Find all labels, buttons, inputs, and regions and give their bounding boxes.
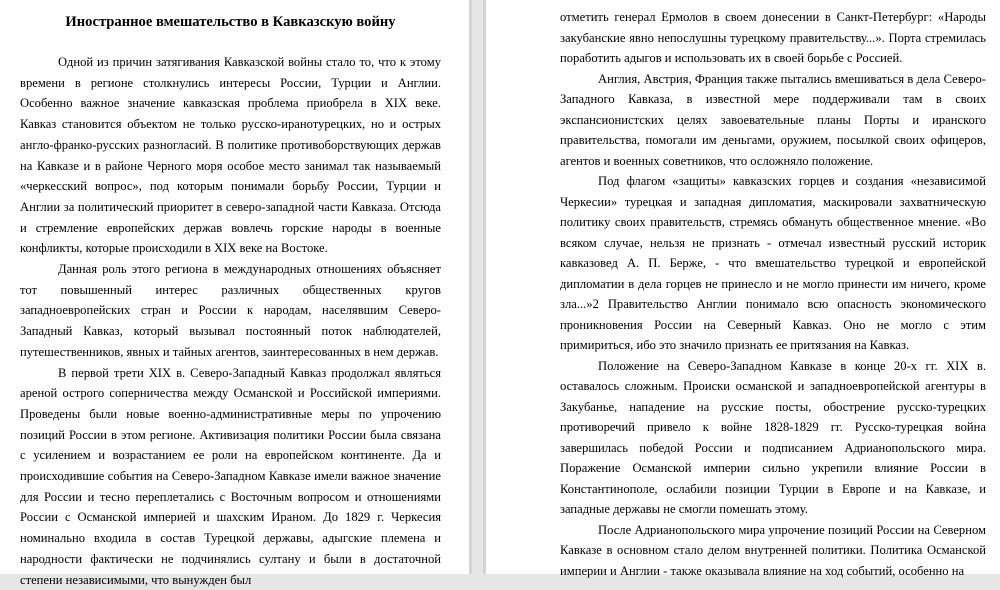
paragraph-continuation: отметить генерал Ермолов в своем донесении в Санкт-Петербург: «Народы закубанские явно непослушны турецкому правительству...». Порта стремилась поработить адыгов и использовать их в своей борьбе с Россией.: [560, 10, 986, 65]
document-page-left: [0, 0, 469, 587]
document-page-right: [486, 0, 1000, 578]
paragraph: Под флагом «защиты» кавказских горцев и создания «независимой Черкесии» турецкая и западная дипломатия, маскировали захватническую политику своих правительств, стремясь обмануть общественное мнение. «Во всяком случае, нельзя не признать - отмечал известный русский историк кавказовед А. П. Берже, - что вмешательство турецкой и европейской дипломатии в дела горцев не принесло и не могло принести им ничего, кроме зла...»2 Правительство Англии понимало всю опасность экономического проникновения России на Северный Кавказ. Оно не могло с этим примириться, ибо это значило признать ее притязания на Кавказ.: [560, 174, 986, 352]
paragraph: Данная роль этого региона в международных отношениях объясняет тот повышенный интерес различных общественных кругов западноевропейских стран и России к народам, населявшим Северо-Западный Кавказ, который вызывал постоянный поток наблюдателей, путешественников, явных и тайных агентов, заинтересованных в нем держав.: [20, 262, 441, 359]
page-title: Иностранное вмешательство в Кавказскую войну: [65, 14, 396, 30]
paragraph: Англия, Австрия, Франция также пытались вмешиваться в дела Северо-Западного Кавказа, в известной мере поддерживали там в своих экспансионистских целях завоевательные планы Порты и иранского правительства, помогали им деньгами, оружием, посылкой своих офицеров, агентов и военных советников, что осложняло положение.: [560, 71, 986, 168]
paragraph: В первой трети XIX в. Северо-Западный Кавказ продолжал являться ареной острого соперничества между Османской и Российской империями. Проведены были новые военно-административные меры по упрочению позиций России в этом регионе. Активизация политики России была связана с усилением и возрастанием ее роли на европейском континенте. Да и происходившие события на Северо-Западном Кавказе имели важное значение для России и тесно переплетались с Восточным вопросом и отношениями России с Османской империей и шахским Ираном. До 1829 г. Черкесия номинально входила в состав Турецкой державы, адыгские племена и народности фактически не подчинялись султану и были в достаточной степени независимыми, что вынужден был: [20, 365, 441, 587]
page-shadow: [469, 0, 472, 574]
paragraph: Одной из причин затягивания Кавказской войны стало то, что к этому времени в регионе столкнулись интересы России, Турции и Англии. Особенно важное значение кавказская проблема приобрела в XIX веке. Кавказ становится объектом не только русско-иранотурецких, но и острых англо-франко-русских разногласий. В политике противоборствующих держав на Кавказе и в районе Черного моря особое место занимал так называемый «черкесский вопрос», под которым понимали борьбу России, Турции и Англии за политический приоритет в северо-западной части Кавказа. Отсюда и стремление европейских держав вовлечь горские народы в военные конфликты, которые происходили в XIX веке на Востоке.: [20, 55, 441, 256]
paragraph: Положение на Северо-Западном Кавказе в конце 20-х гг. XIX в. оставалось сложным. Происки османской и западноевропейской агентуры в Закубанье, нападение на русские посты, обострение русско-турецких противоречий привело к войне 1828-1829 гг. Русско-турецкая война завершилась победой России и подписанием Адрианопольского мира. Поражение Османской империи сильно укрепили влияние России в Константинополе, ослабили позиции Турции в Европе и на Кавказе, и западные державы не смогли помешать этому.: [560, 358, 986, 516]
paragraph: После Адрианопольского мира упрочение позиций России на Северном Кавказе в основном стало делом внутренней политики. Политика Османской империи и Англии - также оказывала влияние на ход событий, особенно на: [560, 522, 986, 578]
